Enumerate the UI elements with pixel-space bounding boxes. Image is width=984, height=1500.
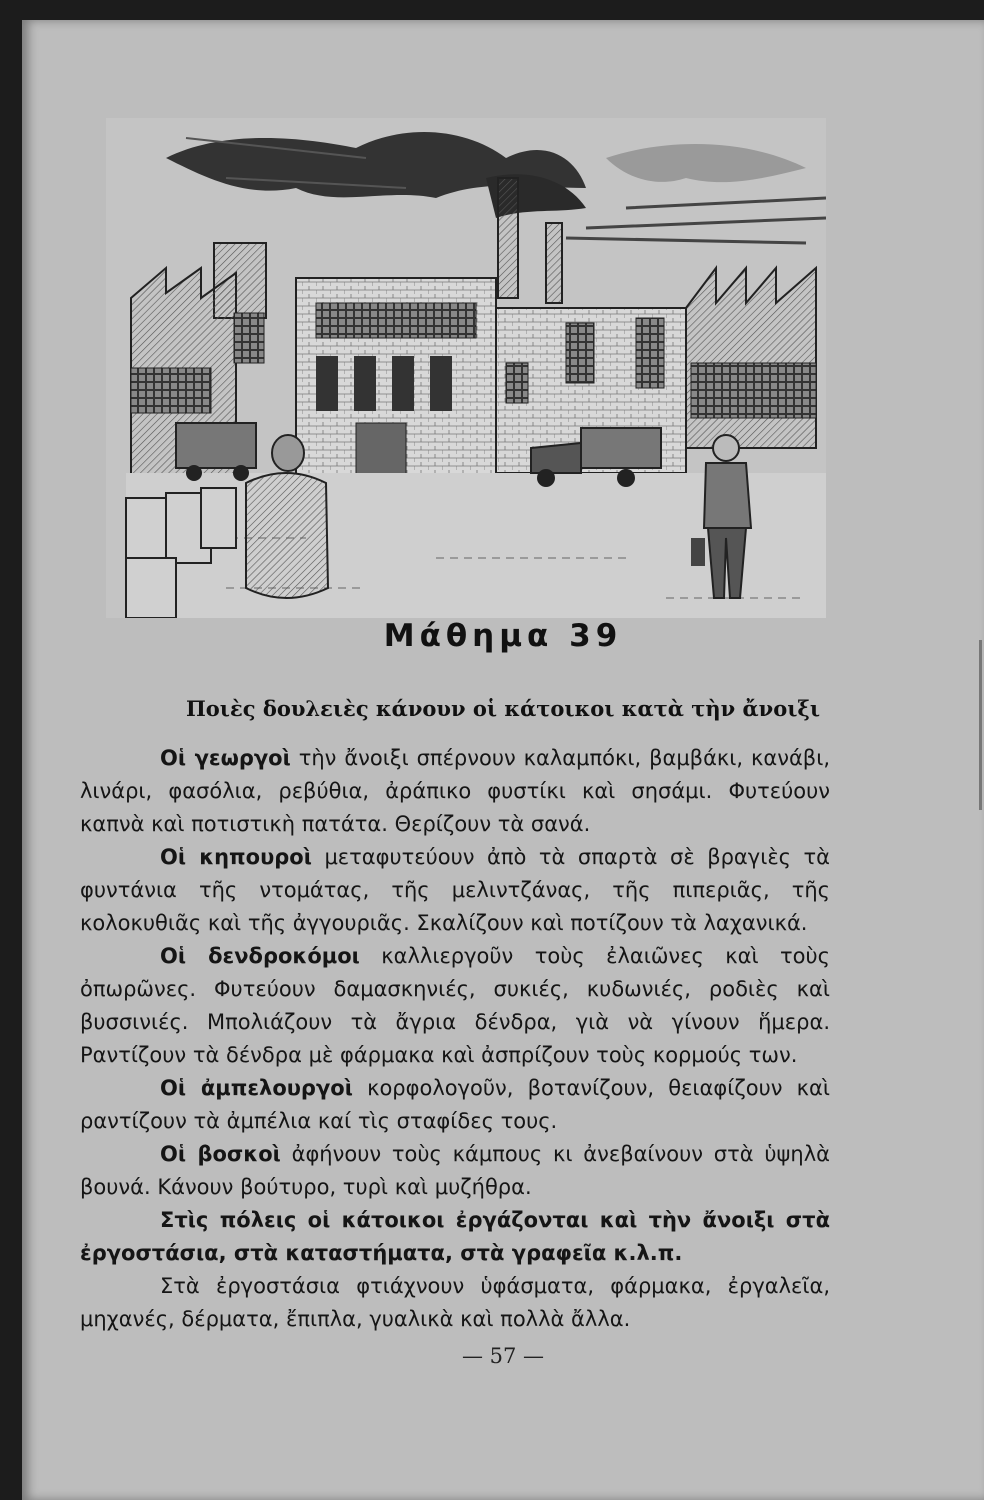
paragraph-vinegrowers: Οἱ ἀμπελουργοὶ κορφολογοῦν, βοτανίζουν, θειαφίζουν καὶ ραντίζουν τὰ ἀμπέλια καί τὶς σταφίδες τους. [80, 1076, 830, 1133]
paragraph-farmers: Οἱ γεωργοὶ τὴν ἄνοιξι σπέρνουν καλαμπόκι, βαμβάκι, κανάβι, λινάρι, φασόλια, ρεβύθια, ἀράπικο φυστίκι καὶ σησάμι. Φυτεύουν καπνὰ καὶ ποτιστικὴ πατάτα. Θερίζουν τὰ σανά. [80, 746, 830, 836]
paragraph-shepherds: Οἱ βοσκοὶ ἀφήνουν τοὺς κάμπους κι ἀνεβαίνουν στὰ ὑψηλὰ βουνά. Κάνουν βούτυρο, τυρὶ καὶ μυζήθρα. [80, 1142, 830, 1199]
paragraph-cities: Στὶς πόλεις οἱ κάτοικοι ἐργάζονται καὶ τὴν ἄνοιξι στὰ ἐργοστάσια, στὰ καταστήματα, στὰ γραφεῖα κ.λ.π. [80, 1208, 830, 1265]
page-number: — 57 — [461, 1344, 545, 1368]
paragraph-gardeners: Οἱ κηπουροὶ μεταφυτεύουν ἀπὸ τὰ σπαρτὰ σὲ βραγιὲς τὰ φυντάνια τῆς ντομάτας, τῆς μελιντζάνας, τῆς πιπεριᾶς, τῆς κολοκυθιᾶς καὶ τῆς ἀγγουριᾶς. Σκαλίζουν καὶ ποτίζουν τὰ λαχανικά. [80, 845, 830, 935]
paragraph-factories: Στὰ ἐργοστάσια φτιάχνουν ὑφάσματα, φάρμακα, ἐργαλεῖα, μηχανές, δέρματα, ἔπιπλα, γυαλικὰ καὶ πολλὰ ἄλλα. [80, 1274, 830, 1331]
paragraph-arborists: Οἱ δενδροκόμοι καλλιεργοῦν τοὺς ἐλαιῶνες καὶ τοὺς ὀπωρῶνες. Φυτεύουν δαμασκηνιές, συκιές, κυδωνιές, ροδιὲς καὶ βυσσινιές. Μπολιάζουν τὰ ἄγρια δένδρα, γιὰ νὰ γίνουν ἥμερα. Ραντίζουν τὰ δένδρα μὲ φάρμακα καὶ ἀσπρίζουν τοὺς κορμούς των. [80, 944, 831, 1067]
lesson-title: Μάθημα 39 [383, 618, 623, 654]
lesson-body [80, 742, 830, 1336]
book-page [22, 20, 984, 1500]
margin-mark [979, 640, 982, 810]
factory-illustration [106, 118, 826, 618]
lesson-subtitle: Ποιὲς δουλειὲς κάνουν οἱ κάτοικοι κατὰ τὴν ἄνοιξι [185, 696, 821, 721]
